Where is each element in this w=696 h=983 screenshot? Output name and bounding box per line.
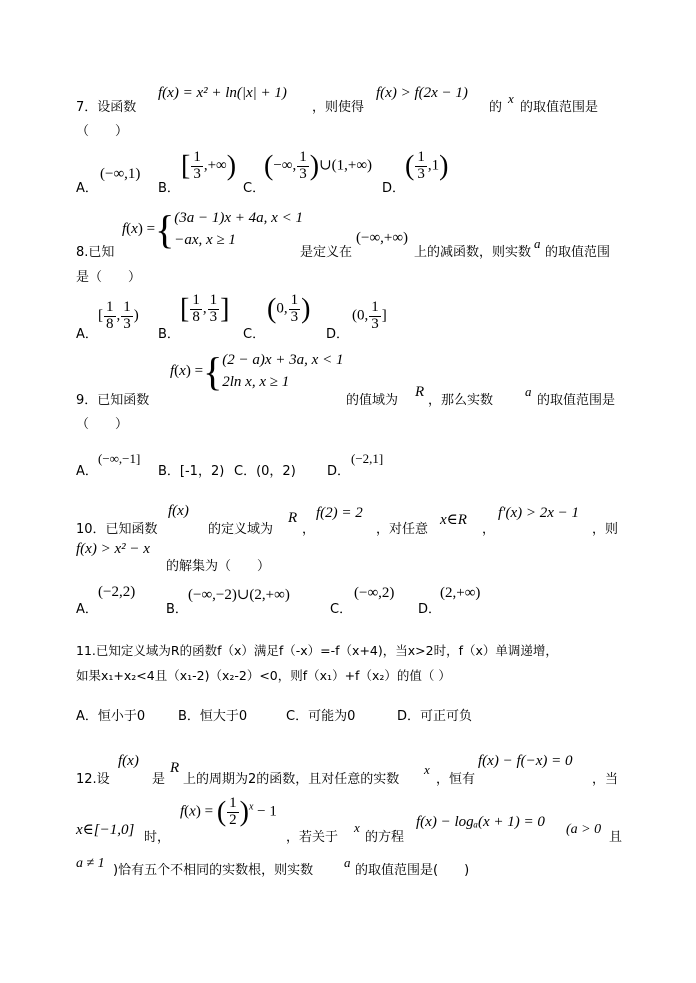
q7-inequality: f(x) > f(2x − 1) xyxy=(376,85,468,101)
q9-option-a-label: A． xyxy=(76,464,98,479)
q9-option-a: (−∞,−1] xyxy=(98,451,141,466)
q7-option-a: (−∞,1) xyxy=(100,166,141,182)
q8-option-d-label: D． xyxy=(326,327,350,342)
q12-variable-x2: x xyxy=(354,820,360,835)
q8-option-b-label: B． xyxy=(158,327,180,342)
q10-option-d-label: D． xyxy=(418,602,442,617)
q8-option-a-label: A． xyxy=(76,327,98,342)
q10-comma2: ， xyxy=(482,522,496,537)
q12-text-4: ，当 xyxy=(592,772,619,787)
q8-stem-tail: 上的减函数，则实数 xyxy=(414,245,532,260)
q10-function: f(x) xyxy=(168,503,189,519)
q12-function: f(x) xyxy=(118,753,139,769)
q12-text-9: 的取值范围是( ) xyxy=(355,863,470,878)
q7-function-formula: f(x) = x² + ln(|x| + 1) xyxy=(158,85,287,101)
q7-variable-x: x xyxy=(508,91,514,106)
q8-stem-mid: 是定义在 xyxy=(300,245,353,260)
q12-set-R: R xyxy=(170,760,180,776)
q12-text-8: )恰有五个不相同的实数根，则实数 xyxy=(113,863,314,878)
q9-option-c: C．(0，2) xyxy=(234,464,296,479)
q12-text-qie: 且 xyxy=(609,830,623,845)
q8-option-a: [ $\frac{1}{8}$ , $\frac{1}{3}$ ) xyxy=(98,299,139,332)
q8-piecewise-function: f(x) ={ (3a − 1)x + 4a, x < 1 −ax, x ≥ 1 xyxy=(122,206,303,252)
q9-option-d-label: D． xyxy=(327,464,351,479)
q10-derivative-condition: f′(x) > 2x − 1 xyxy=(498,505,579,521)
q9-stem-tail2: 的取值范围是 xyxy=(537,393,616,408)
q7-option-c: (−∞, $\frac{1}{3}$ )∪(1,+∞) xyxy=(264,149,373,182)
q12-text-3: ，恒有 xyxy=(436,772,476,787)
q12-text-5: 时， xyxy=(144,830,171,845)
q7-option-a-label: A． xyxy=(76,181,98,196)
q12-variable-a: a xyxy=(344,855,351,870)
q12-piece-function: f(x) = ( $\frac{1}{2}$ )$^x$ − 1 xyxy=(180,795,277,828)
q12-text-6: ，若关于 xyxy=(286,830,339,845)
q11-option-b: B．恒大于0 xyxy=(178,709,248,724)
q11-stem-line2: 如果x₁+x₂<4且（x₁-2)（x₂-2）<0，则f（x₁）+f（x₂）的值（ ） xyxy=(76,668,451,683)
q9-piece-1: (2 − a)x + 3a, x < 1 xyxy=(222,352,344,368)
q9-stem-mid: 的值域为 xyxy=(346,393,399,408)
q9-piecewise-function: f(x) ={ (2 − a)x + 3a, x < 1 2ln x, x ≥ 1 xyxy=(170,348,344,394)
q12-text-2: 上的周期为2的函数，且对任意的实数 xyxy=(183,772,400,787)
q10-inequality: f(x) > x² − x xyxy=(76,541,150,557)
q7-stem-mid: ，则使得 xyxy=(312,100,365,115)
q10-stem-tail: 的解集为（ ） xyxy=(166,559,271,574)
q9-option-b: B．[-1，2) xyxy=(158,464,225,479)
q8-piece-1: (3a − 1)x + 4a, x < 1 xyxy=(174,210,303,226)
q8-variable-a: a xyxy=(534,236,541,251)
q10-option-d: (2,+∞) xyxy=(440,585,481,601)
q11-stem-line1: 11.已知定义域为R的函数f（x）满足f（-x）=-f（x+4)，当x>2时，f（x）单调递增， xyxy=(76,643,558,658)
q10-stem-mid1: 的定义域为 xyxy=(208,522,274,537)
q11-option-c: C．可能为0 xyxy=(286,709,356,724)
q8-piece-2: −ax, x ≥ 1 xyxy=(174,231,236,248)
q11-option-d: D．可正可负 xyxy=(397,709,473,724)
q10-option-b-label: B． xyxy=(166,602,188,617)
q9-stem-tail: ，那么实数 xyxy=(428,393,494,408)
q9-option-d: (−2,1] xyxy=(351,451,384,466)
q10-option-a-label: A． xyxy=(76,602,98,617)
q7-stem-start: 7．设函数 xyxy=(76,100,137,115)
q8-option-c-label: C． xyxy=(243,327,266,342)
q12-text-1: 是 xyxy=(152,772,166,787)
q10-option-c: (−∞,2) xyxy=(354,585,395,601)
q10-value-f2: f(2) = 2 xyxy=(316,505,363,521)
q10-comma: ， xyxy=(302,522,316,537)
q10-option-c-label: C． xyxy=(330,602,353,617)
q7-option-d-label: D． xyxy=(382,181,406,196)
q7-option-c-label: C． xyxy=(243,181,266,196)
q9-set-R: R xyxy=(415,384,425,400)
q8-stem-start: 8.已知 xyxy=(76,245,115,260)
q7-stem-de: 的 xyxy=(489,100,503,115)
q12-condition-a-not-one: a ≠ 1 xyxy=(76,856,105,871)
q9-answer-paren: （ ） xyxy=(76,417,129,432)
q7-option-b-label: B． xyxy=(158,181,180,196)
q10-stem-mid2: ，对任意 xyxy=(376,522,429,537)
q10-x-in-R: x∈R xyxy=(440,512,467,528)
q7-option-d: ( $\frac{1}{3}$ ,1) xyxy=(405,149,449,182)
q11-option-a: A．恒小于0 xyxy=(76,709,146,724)
q10-option-a: (−2,2) xyxy=(98,584,136,600)
q12-condition-a-positive: (a > 0 xyxy=(566,822,602,837)
q7-answer-paren: （ ） xyxy=(76,124,129,139)
q8-domain: (−∞,+∞) xyxy=(356,230,409,246)
q12-equation: f(x) − logₐ(x + 1) = 0 xyxy=(416,814,545,830)
q7-stem-tail: 的取值范围是 xyxy=(520,100,599,115)
q8-option-d: (0, $\frac{1}{3}$ ] xyxy=(352,299,387,332)
q10-set-R: R xyxy=(288,510,298,526)
q9-stem-start: 9．已知函数 xyxy=(76,393,150,408)
q12-domain: x∈[−1,0] xyxy=(76,822,135,838)
q12-even-condition: f(x) − f(−x) = 0 xyxy=(478,753,573,769)
q8-stem-line2: 是（ ） xyxy=(76,270,142,285)
q8-option-c: (0, $\frac{1}{3}$ ) xyxy=(267,292,311,325)
q12-text-7: 的方程 xyxy=(365,830,405,845)
q8-stem-tail2: 的取值范围 xyxy=(545,245,611,260)
q8-option-b: [ $\frac{1}{8}$ , $\frac{1}{3}$ ] xyxy=(180,292,230,325)
q7-option-b: [ $\frac{1}{3}$ ,+∞) xyxy=(181,149,237,182)
q12-stem-start: 12.设 xyxy=(76,772,110,787)
q12-variable-x: x xyxy=(424,762,430,777)
q10-option-b: (−∞,−2)∪(2,+∞) xyxy=(188,587,290,603)
q9-variable-a: a xyxy=(525,384,532,399)
q9-piece-2: 2ln x, x ≥ 1 xyxy=(222,373,290,390)
q10-stem-start: 10．已知函数 xyxy=(76,522,158,537)
q10-stem-ze: ，则 xyxy=(592,522,619,537)
